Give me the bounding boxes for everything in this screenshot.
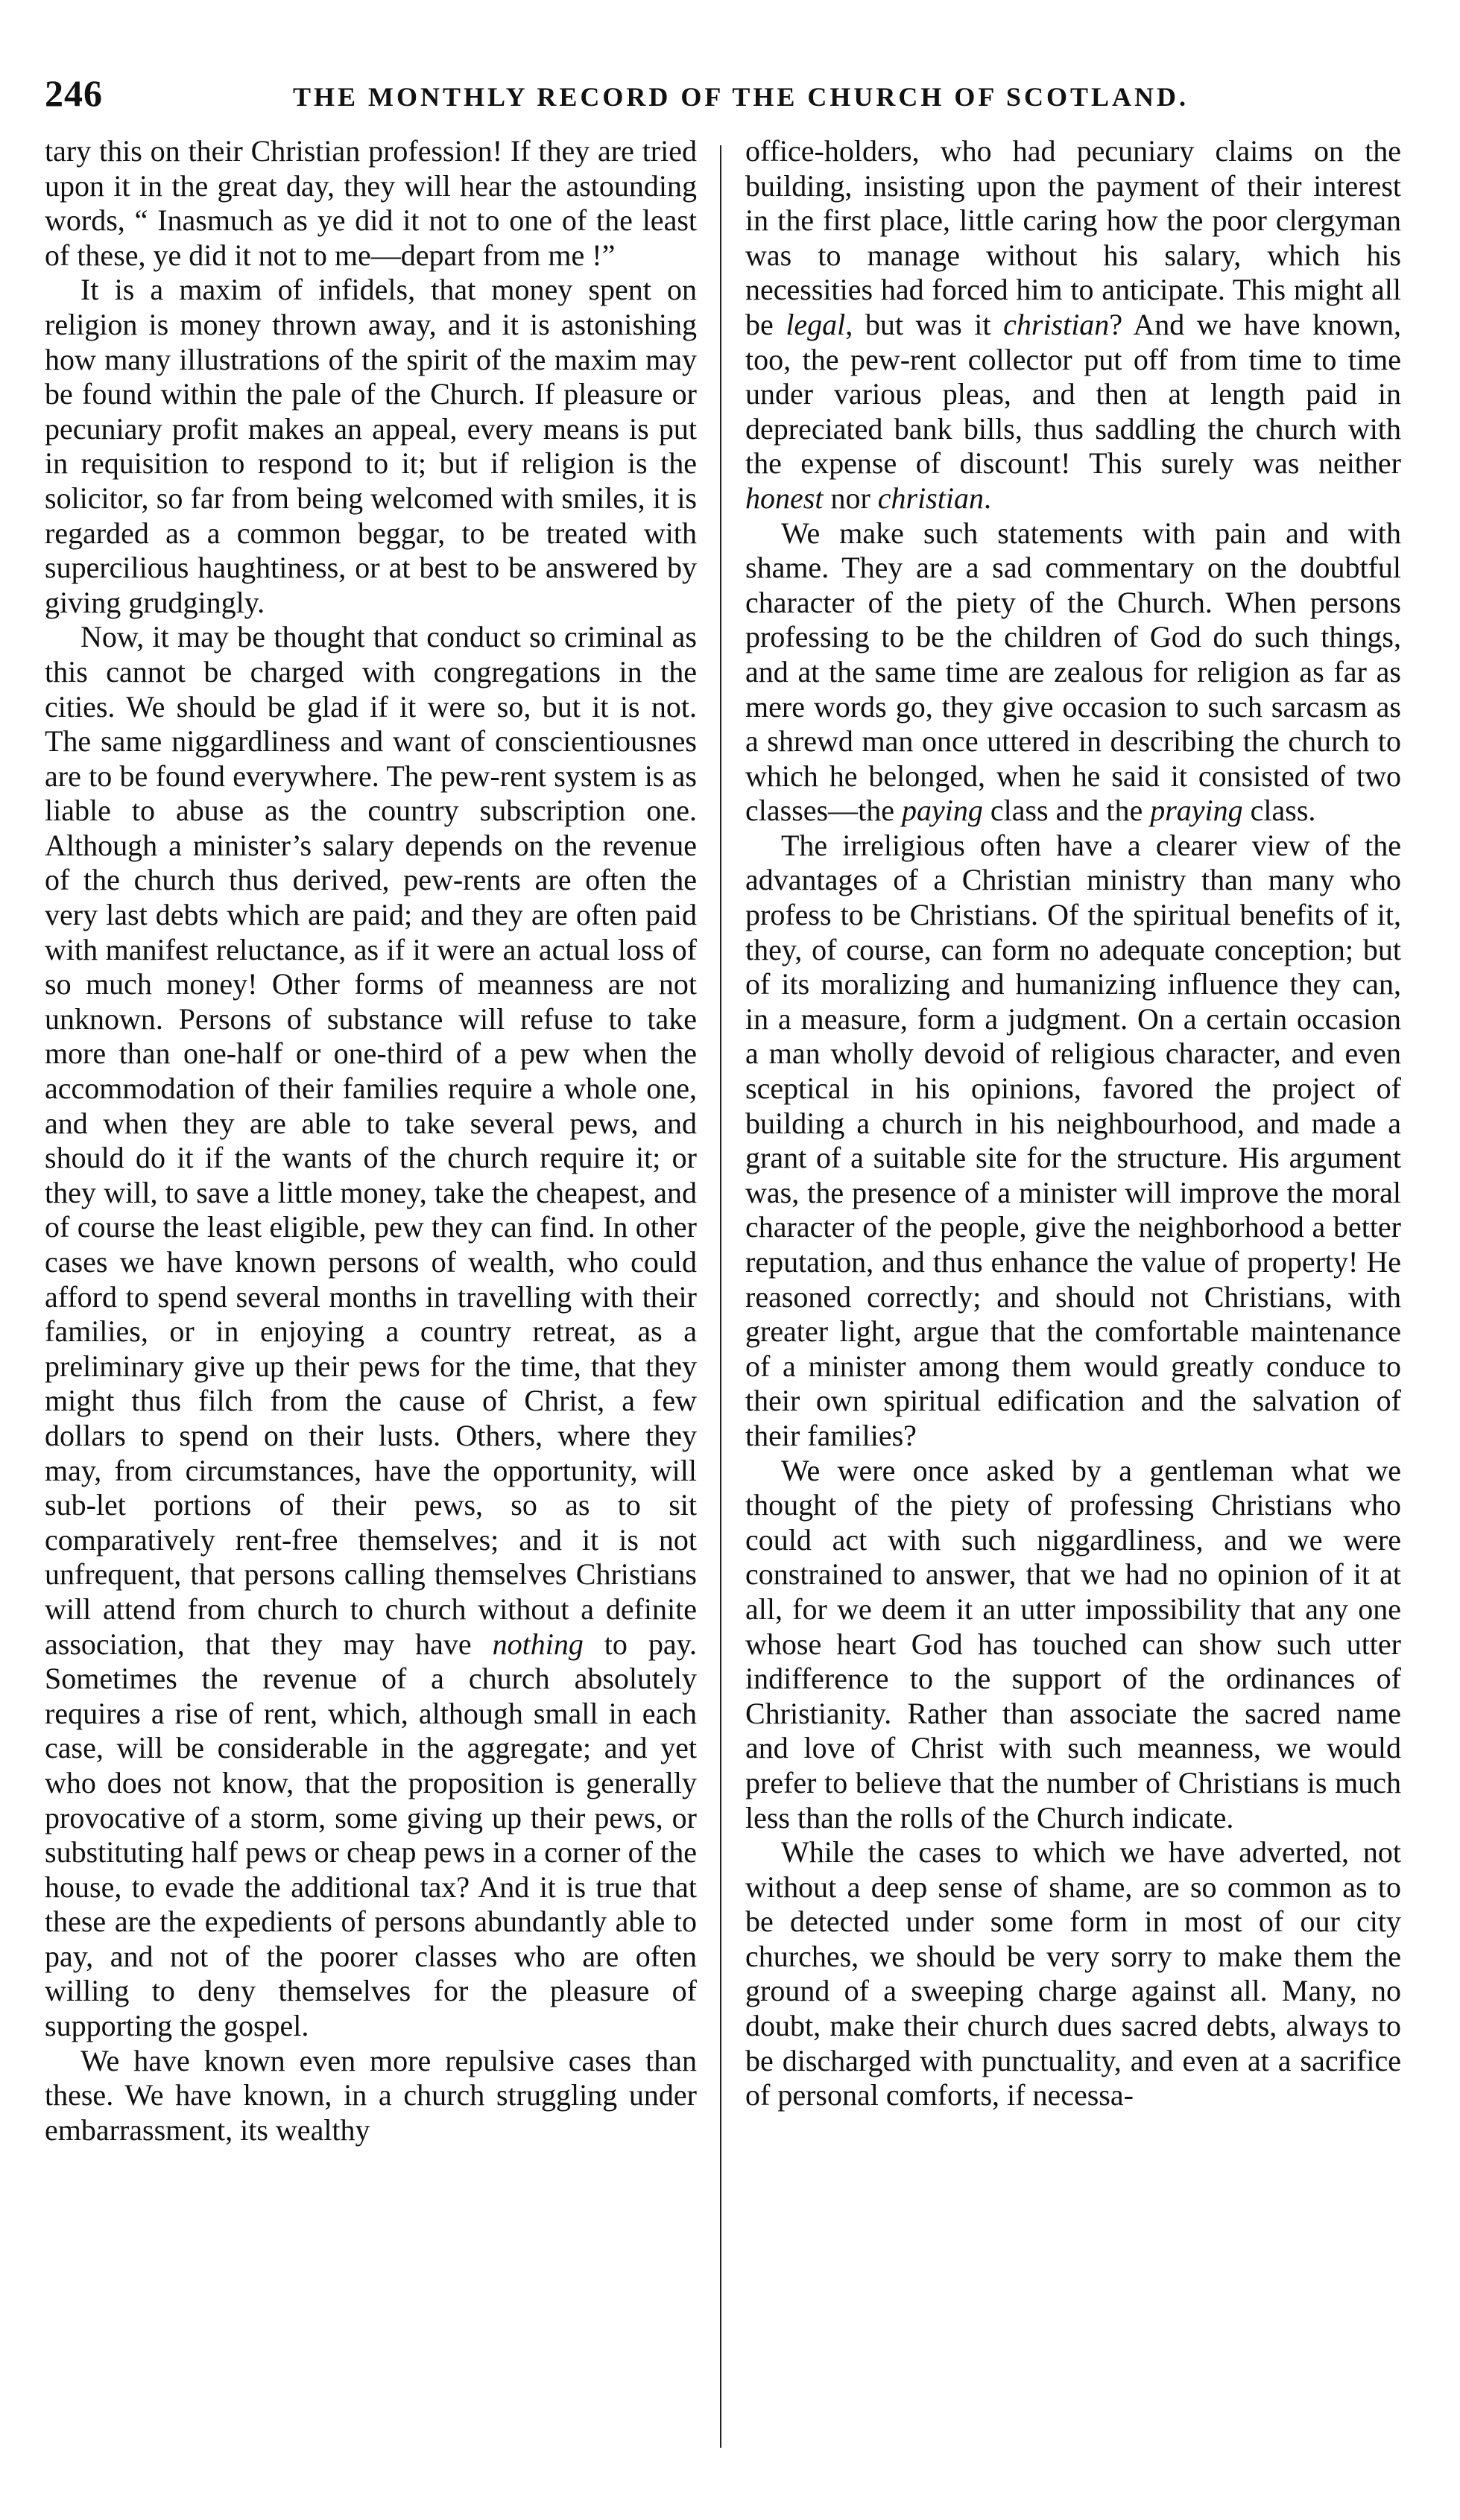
text-run: . [984, 481, 991, 515]
italic-text: christian [1003, 307, 1110, 341]
text-run: It is a maxim of infidels, that money spent on religion is money thrown away, and it is astonishing how many illustrations of the spirit of the maxim may be found within the pale of the Church. If pleasure or pecuniary profit makes an appeal, every means is put in requisition to respond to it; but if religion is the solicitor, so far from being welcomed with smiles, it is regarded as a common beggar, to be treated with supercilious haughtiness, or at best to be answered by giving grudgingly. [45, 273, 697, 619]
paragraph [45, 620, 697, 2043]
text-run: ? And we have known, too, the pew-rent collector put off from time to time under various pleas, and then at length paid in depreciated bank bills, thus saddling the church with the expense of discount! This surely was neither [745, 307, 1401, 481]
left-column [45, 134, 697, 2459]
text-run: We make such statements with pain and with shame. They are a sad commentary on the doubtful character of the piety of the Church. When persons professing to be the children of God do such things, and at the same time are zealous for religion as far as mere words go, they give occasion to such sarcasm as a shrewd man once uttered in describing the church to which he belonged, when he said it consisted of two classes—the [745, 516, 1401, 828]
text-run: nor [823, 481, 878, 515]
italic-text: praying [1150, 794, 1243, 828]
paragraph [745, 1835, 1401, 2113]
text-run: tary this on their Christian profession! If they are tried upon it in the great day, they will hear the astounding words, “ Inasmuch as ye did it not to one of the least of these, ye did it not to me—depart from me !” [45, 134, 697, 272]
text-run: Now, it may be thought that conduct so criminal as this cannot be charged with congregations in the cities. We should be glad if it were so, but it is not. The same niggardliness and want of conscientiousnes are to be found everywhere. The pew-rent system is as liable to abuse as the country subscription one. Although a minister’s salary depends on the revenue of the church thus derived, pew-rents are often the very last debts which are paid; and they are often paid with manifest reluctance, as if it were an actual loss of so much money! Other forms of meanness are not unknown. Persons of substance will refuse to take more than one-half or one-third of a pew when the accommodation of their families require a whole one, and when they are able to take several pews, and should do it if the wants of the church require it; or they will, to save a little money, take the cheapest, and of course the least eligible, pew they can find. In other cases we have known persons of wealth, who could afford to spend several months in travelling with their families, or in enjoying a country retreat, as a preliminary give up their pews for the time, that they might thus filch from the cause of Christ, a few dollars to spend on their lusts. Others, where they may, from circumstances, have the opportunity, will sub-let portions of their pews, so as to sit comparatively rent-free themselves; and it is not unfrequent, that persons calling themselves Christians will attend from church to church without a definite association, that they may have [45, 620, 697, 1661]
text-run: , but was it [845, 307, 1004, 341]
italic-text: paying [901, 794, 983, 828]
paragraph [745, 134, 1401, 516]
text-run: While the cases to which we have adverted, not without a deep sense of shame, are so common as to be detected under some form in most of our city churches, we should be very sorry to make them the ground of a sweeping charge against all. Many, no doubt, make their church dues sacred debts, always to be discharged with punctuality, and even at a sacrifice of personal comforts, if necessa- [745, 1835, 1401, 2112]
paragraph [45, 134, 697, 273]
paragraph [45, 2044, 697, 2148]
paragraph [45, 273, 697, 620]
page-header [45, 72, 1409, 124]
paragraph [745, 516, 1401, 829]
text-run: to pay. Sometimes the revenue of a church absolutely requires a rise of rent, which, although small in each case, will be considerable in the aggregate; and yet who does not know, that the proposition is generally provocative of a storm, some giving up their pews, or substituting half pews or cheap pews in a corner of the house, to evade the additional tax? And it is true that these are the expedients of persons abundantly able to pay, and not of the poorer classes who are often willing to deny themselves for the pleasure of supporting the gospel. [45, 1627, 697, 2043]
italic-text: christian [877, 481, 984, 515]
italic-text: honest [745, 481, 824, 515]
column-divider [720, 145, 721, 2448]
paragraph [745, 829, 1401, 1454]
text-run: class and the [982, 794, 1151, 828]
page-number: 246 [45, 72, 103, 114]
text-run: We were once asked by a gentleman what we thought of the piety of professing Christians who could act with such niggardliness, and we were constrained to answer, that we had no opinion of it at all, for we deem it an utter impossibility that any one whose heart God has touched can show such utter indifference to the support of the ordinances of Christianity. Rather than associate the sacred name and love of Christ with such meanness, we would prefer to believe that the number of Christians is much less than the rolls of the Church indicate. [745, 1453, 1401, 1834]
running-title: THE MONTHLY RECORD OF THE CHURCH OF SCOTLAND. [292, 82, 1189, 112]
text-run: We have known even more repulsive cases than these. We have known, in a church struggling under embarrassment, its wealthy [45, 2043, 697, 2147]
italic-text: legal [786, 307, 846, 341]
italic-text: nothing [492, 1627, 584, 1661]
paragraph [745, 1454, 1401, 1836]
text-run: class. [1242, 794, 1316, 828]
right-column [745, 134, 1401, 2459]
text-run: office-holders, who had pecuniary claims on the building, insisting upon the payment of their interest in the first place, little caring how the poor clergyman was to manage without his salary, which his necessities had forced him to anticipate. This might all be [745, 134, 1401, 341]
text-run: The irreligious often have a clearer view of the advantages of a Christian ministry than many who profess to be Christians. Of the spiritual benefits of it, they, of course, can form no adequate conception; but of its moralizing and humanizing influence they can, in a measure, form a judgment. On a certain occasion a man wholly devoid of religious character, and even sceptical in his opinions, favored the project of building a church in his neighbourhood, and made a grant of a suitable site for the structure. His argument was, the presence of a minister will improve the moral character of the people, give the neighborhood a better reputation, and thus enhance the value of property! He reasoned correctly; and should not Christians, with greater light, argue that the comfortable maintenance of a minister among them would greatly conduce to their own spiritual edification and the salvation of their families? [745, 828, 1401, 1452]
